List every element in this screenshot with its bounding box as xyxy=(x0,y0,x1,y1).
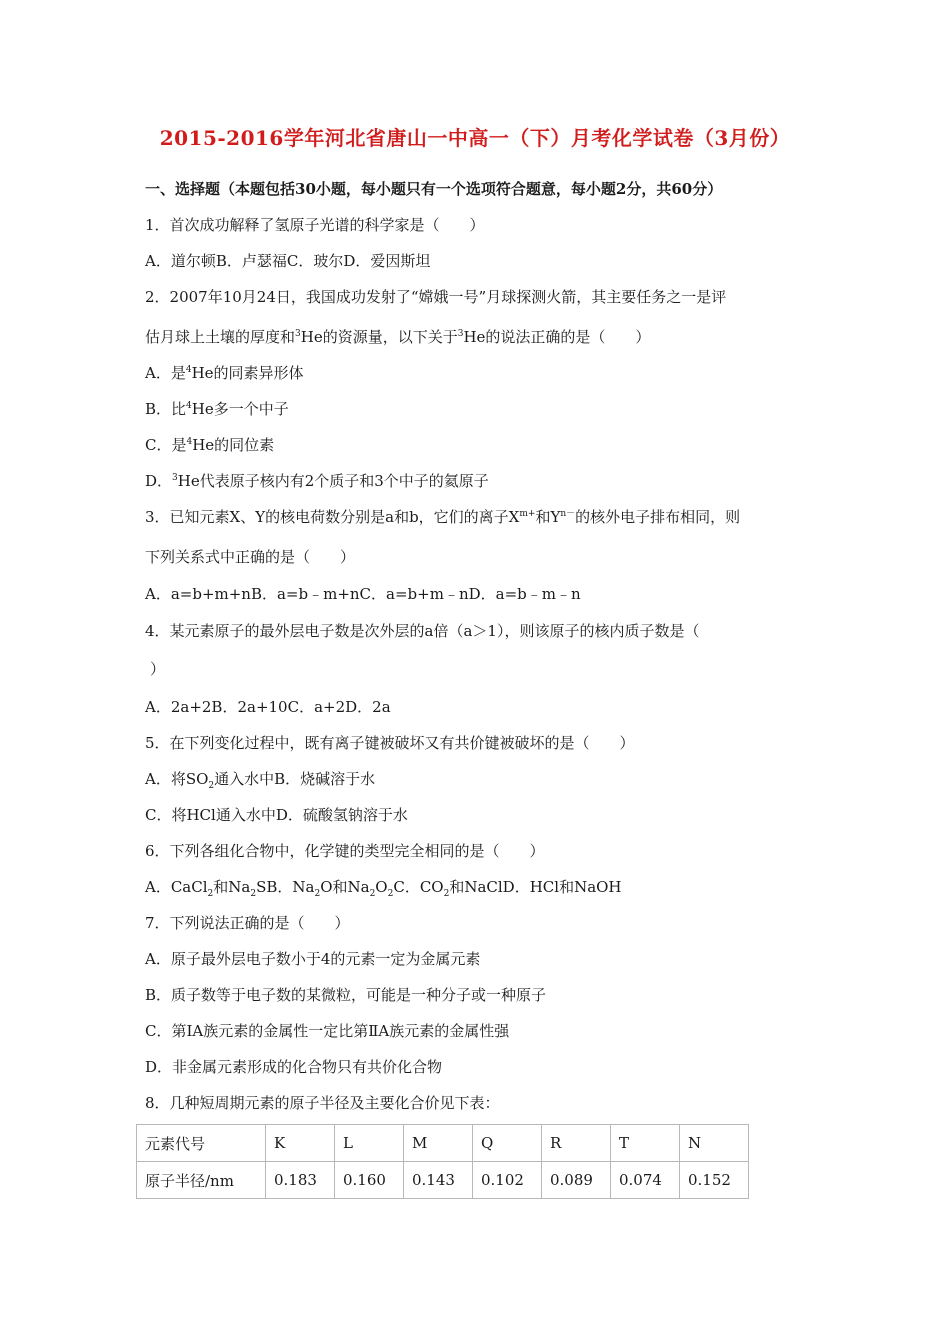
element-table xyxy=(136,1124,749,1199)
question-2-option-a: A．是$^4$He的同素异形体 xyxy=(145,364,304,382)
question-4-stem-line1: 4．某元素原子的最外层电子数是次外层的a倍（a＞1），则该原子的核内质子数是（ xyxy=(145,622,700,640)
question-7-option-b: B．质子数等于电子数的某微粒，可能是一种分子或一种原子 xyxy=(145,986,547,1004)
question-7-option-c: C．第ⅠA族元素的金属性一定比第ⅡA族元素的金属性强 xyxy=(145,1022,510,1040)
question-3-stem-line2: 下列关系式中正确的是（ ） xyxy=(145,548,356,566)
question-1-stem: 1．首次成功解释了氢原子光谱的科学家是（ ） xyxy=(145,216,485,234)
question-4-stem-line2: ） xyxy=(150,660,166,678)
table-cell: R xyxy=(542,1125,611,1162)
page-title: 2015-2016学年河北省唐山一中高一（下）月考化学试卷（3月份） xyxy=(159,126,791,150)
table-cell: 0.102 xyxy=(473,1162,542,1199)
table-cell: 0.089 xyxy=(542,1162,611,1199)
question-6-stem: 6．下列各组化合物中，化学键的类型完全相同的是（ ） xyxy=(145,842,545,860)
question-4-options: A．2a+2B．2a+10C．a+2D．2a xyxy=(145,698,391,716)
table-cell: M xyxy=(404,1125,473,1162)
question-2-option-c: C．是$^4$He的同位素 xyxy=(145,436,275,454)
question-2-stem-line1: 2．2007年10月24日，我国成功发射了“嫦娥一号”月球探测火箭，其主要任务之一是评 xyxy=(145,288,727,306)
question-6-options: A．CaCl$_2$和$Na_2SB$．$Na_2O$和$Na_2O_2C$．$CO_2$和NaClD．HCl和NaOH xyxy=(145,878,622,899)
table-header-cell: 元素代号 xyxy=(137,1125,266,1162)
question-7-option-d: D．非金属元素形成的化合物只有共价化合物 xyxy=(145,1058,443,1076)
table-cell: 0.143 xyxy=(404,1162,473,1199)
table-cell: 0.183 xyxy=(266,1162,335,1199)
table-cell: Q xyxy=(473,1125,542,1162)
question-7-stem: 7．下列说法正确的是（ ） xyxy=(145,914,350,932)
question-5-stem: 5．在下列变化过程中，既有离子键被破坏又有共价键被破坏的是（ ） xyxy=(145,734,635,752)
table-row xyxy=(137,1162,749,1199)
question-1-options: A．道尔顿B．卢瑟福C．玻尔D．爱因斯坦 xyxy=(145,252,431,270)
question-3-options: A．a=b+m+nB．a=b﹣m+nC．a=b+m﹣nD．a=b﹣m﹣n xyxy=(145,585,581,603)
table-cell: L xyxy=(335,1125,404,1162)
question-2-stem-line2: 估月球上土壤的厚度和$^3$He的资源量，以下关于$^3$He的说法正确的是（ ） xyxy=(145,328,651,346)
table-cell: 0.152 xyxy=(680,1162,749,1199)
section-heading: 一、选择题（本题包括30小题，每小题只有一个选项符合题意，每小题2分，共60分） xyxy=(145,180,723,198)
question-2-option-d: D．$^3$He代表原子核内有2个质子和3个中子的氦原子 xyxy=(145,472,489,490)
question-8-stem: 8．几种短周期元素的原子半径及主要化合价见下表： xyxy=(145,1094,500,1112)
question-7-option-a: A．原子最外层电子数小于4的元素一定为金属元素 xyxy=(145,950,481,968)
table-row xyxy=(137,1125,749,1162)
question-5-options-ab: A．将$SO_2$通入水中B．烧碱溶于水 xyxy=(145,770,376,791)
table-cell: 0.074 xyxy=(611,1162,680,1199)
table-cell: 0.160 xyxy=(335,1162,404,1199)
table-cell: N xyxy=(680,1125,749,1162)
table-cell: T xyxy=(611,1125,680,1162)
question-3-stem-line1: 3．已知元素X、Y的核电荷数分别是a和b，它们的离子$X^{m+}$和$Y^{n-}$的核外电子排布相同，则 xyxy=(145,508,741,526)
table-cell: K xyxy=(266,1125,335,1162)
table-header-cell: 原子半径/nm xyxy=(137,1162,266,1199)
question-5-options-cd: C．将HCl通入水中D．硫酸氢钠溶于水 xyxy=(145,806,408,824)
question-2-option-b: B．比$^4$He多一个中子 xyxy=(145,400,289,418)
